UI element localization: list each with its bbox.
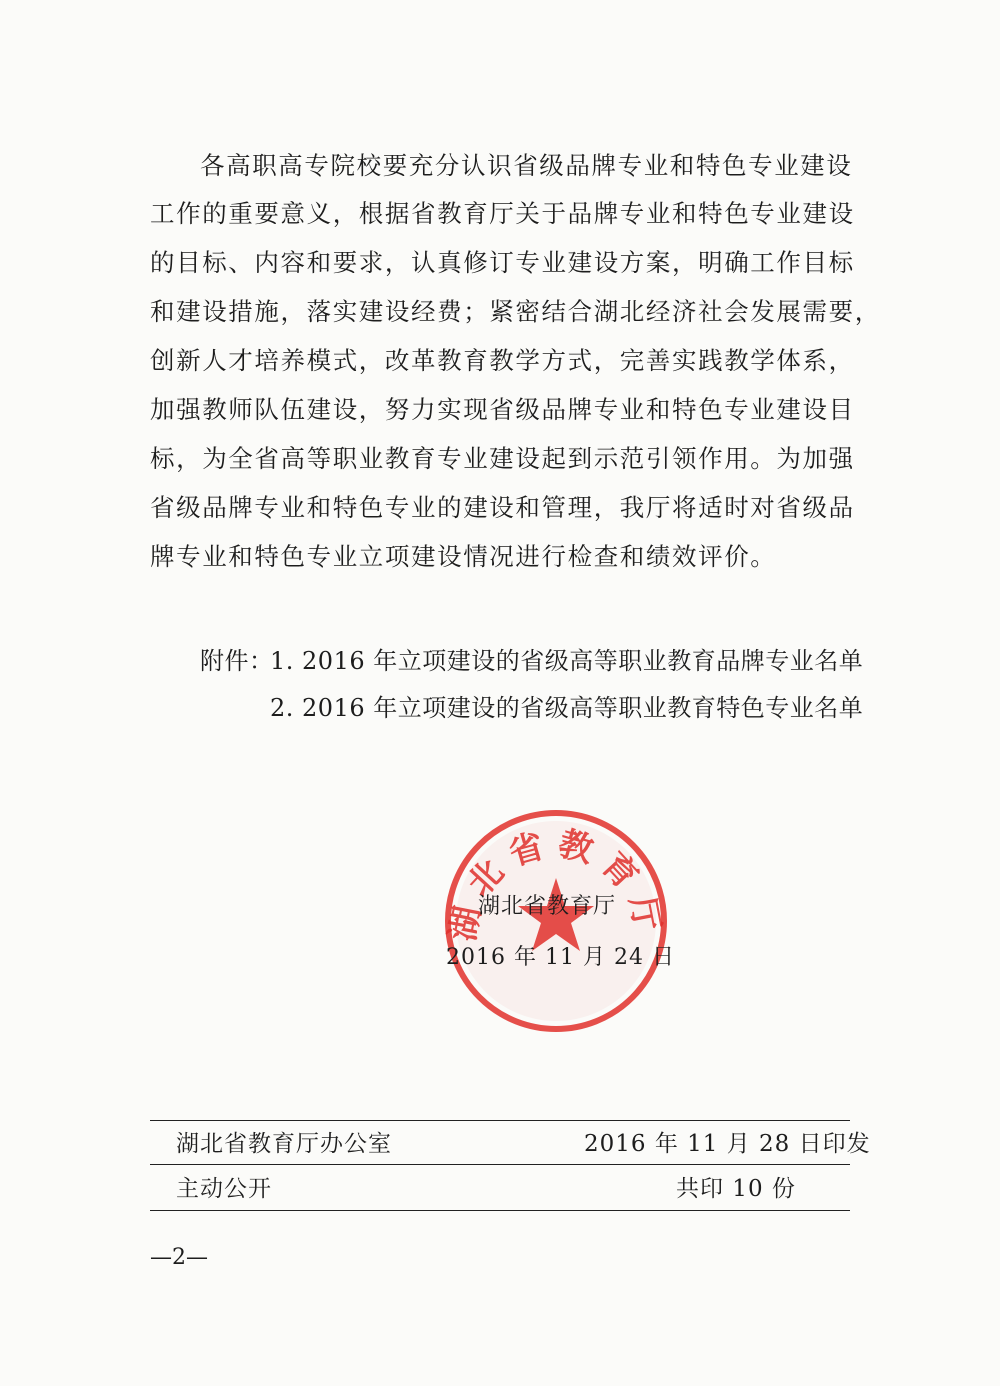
body-paragraph-line: 加强教师队伍建设，努力实现省级品牌专业和特色专业建设目 [150,395,855,424]
attachment-item-2: 2. 2016 年立项建设的省级高等职业教育特色专业名单 [270,694,864,722]
body-paragraph-line: 标，为全省高等职业教育专业建设起到示范引领作用。为加强 [150,444,855,473]
seal-text: 湖北省教育厅 [443,823,669,945]
body-paragraph-line: 创新人才培养模式，改革教育教学方式，完善实践教学体系， [150,346,855,375]
page-number: —2— [150,1245,208,1270]
print-date: 2016 年 11 月 28 日印发 [584,1131,871,1157]
footer-top-rule [150,1120,850,1121]
body-paragraph-line: 各高职高专院校要充分认识省级品牌专业和特色专业建设 [200,151,853,180]
official-seal [443,808,669,1034]
body-paragraph-line: 和建设措施，落实建设经费；紧密结合湖北经济社会发展需要， [150,297,881,326]
issuing-office: 湖北省教育厅办公室 [176,1131,392,1157]
attachments-label: 附件： [200,647,274,675]
body-paragraph-line: 工作的重要意义，根据省教育厅关于品牌专业和特色专业建设 [150,199,855,228]
body-paragraph-line: 省级品牌专业和特色专业的建设和管理，我厅将适时对省级品 [150,493,855,522]
body-paragraph-line: 牌专业和特色专业立项建设情况进行检查和绩效评价。 [150,542,777,571]
signing-organization: 湖北省教育厅 [478,894,617,919]
seal-graphic [443,808,669,1034]
signing-date: 2016 年 11 月 24 日 [446,945,675,970]
footer-middle-rule [150,1164,850,1165]
attachment-item-1: 1. 2016 年立项建设的省级高等职业教育品牌专业名单 [270,647,864,675]
copies-printed: 共印 10 份 [676,1176,796,1202]
body-paragraph-line: 的目标、内容和要求，认真修订专业建设方案，明确工作目标 [150,248,855,277]
footer-bottom-rule [150,1210,850,1211]
disclosure-type: 主动公开 [176,1176,272,1202]
